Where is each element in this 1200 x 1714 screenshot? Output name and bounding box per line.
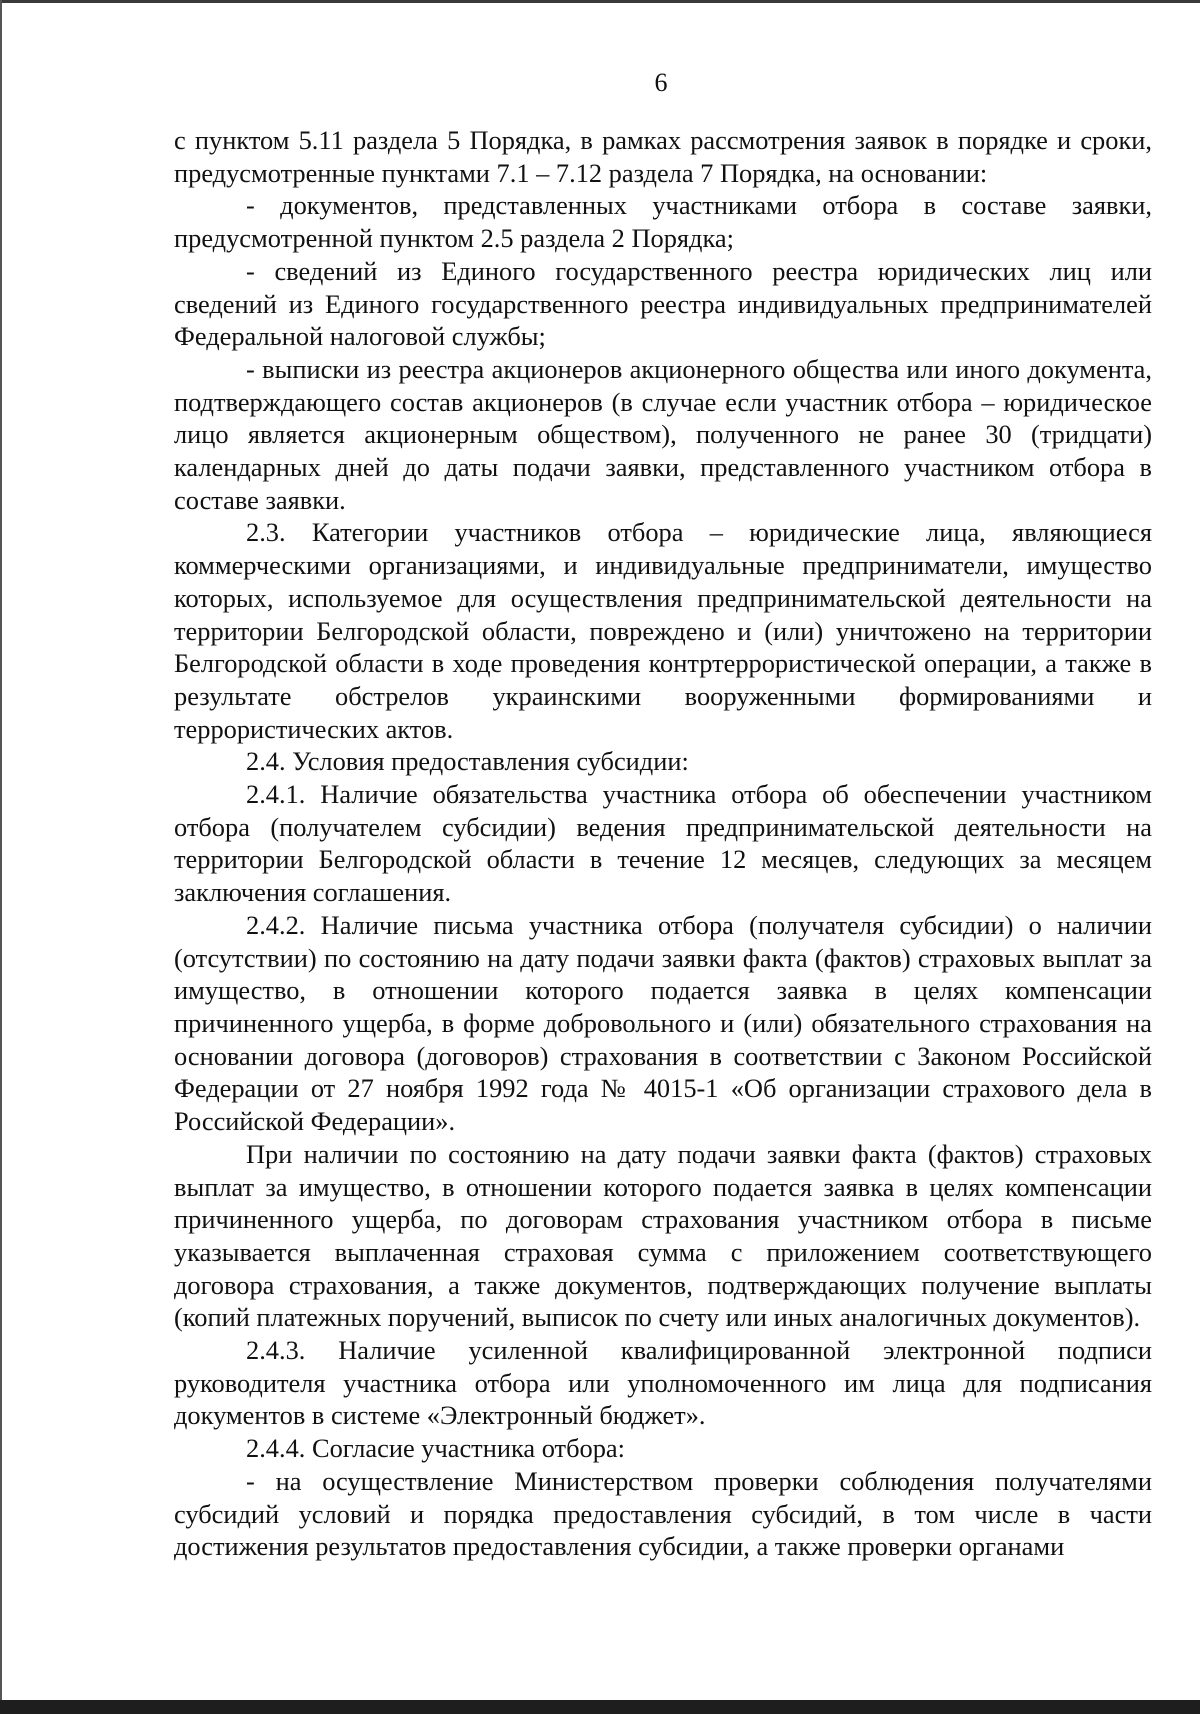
paragraph-2-4: 2.4. Условия предоставления субсидии:	[246, 746, 689, 777]
paragraph-shareholders-extract: - выписки из реестра акционеров акционерного общества или иного документа, подтверждающего состав акционеров (в случае если участник отбора – юридическое лицо является акционерным обществом), полученного не ранее 30 (тридцати) календарных дней до даты подачи заявки, представленного участником отбора в составе заявки.	[174, 353, 1152, 515]
paragraph-2-4-1: 2.4.1. Наличие обязательства участника отбора об обеспечении участником отбора (получателем субсидии) ведения предпринимательской деятельности на территории Белгородской области в течение 12 месяцев, следующих за месяцем заключения соглашения.	[174, 779, 1152, 908]
paragraph-2-4-4: 2.4.4. Согласие участника отбора:	[246, 1433, 625, 1464]
paragraph-2-4-3: 2.4.3. Наличие усиленной квалифицированной электронной подписи руководителя участника отбора или уполномоченного им лица для подписания документов в системе «Электронный бюджет».	[174, 1335, 1152, 1431]
page-number: 6	[654, 68, 668, 97]
paragraph-2-3: 2.3. Категории участников отбора – юридические лица, являющиеся коммерческими организациями, и индивидуальные предприниматели, имущество которых, используемое для осуществления предпринимательской деятельности на территории Белгородской области, повреждено и (или) уничтожено на территории Белгородской области в ходе проведения контртеррористической операции, а также в результате обстрелов украинскими вооруженными формированиями и террористических актов.	[174, 517, 1152, 744]
paragraph-insurance-payments: При наличии по состоянию на дату подачи заявки факта (фактов) страховых выплат за имущество, в отношении которого подается заявка в целях компенсации причиненного ущерба, по договорам страхования участником отбора в письме указывается выплаченная страховая сумма с приложением соответствующего договора страхования, а также документов, подтверждающих получение выплаты (копий платежных поручений, выписок по счету или иных аналогичных документов).	[174, 1138, 1152, 1333]
scan-edge-left	[0, 0, 2, 1714]
paragraph-continuation: с пунктом 5.11 раздела 5 Порядка, в рамках рассмотрения заявок в порядке и сроки, предусмотренные пунктами 7.1 – 7.12 раздела 7 Порядка, на основании:	[174, 125, 1152, 188]
scan-edge-bottom	[0, 1700, 1200, 1714]
document-body	[174, 124, 1152, 1563]
scan-edge-top	[0, 0, 1200, 3]
paragraph-registry-info: - сведений из Единого государственного реестра юридических лиц или сведений из Единого государственного реестра индивидуальных предпринимателей Федеральной налоговой службы;	[174, 255, 1152, 352]
paragraph-documents: - документов, представленных участниками отбора в составе заявки, предусмотренной пунктом 2.5 раздела 2 Порядка;	[174, 190, 1152, 254]
paragraph-consent-checks: - на осуществление Министерством проверки соблюдения получателями субсидий условий и порядка предоставления субсидий, в том числе в части достижения результатов предоставления субсидии, а также проверки органами	[174, 1465, 1152, 1562]
paragraph-2-4-2: 2.4.2. Наличие письма участника отбора (получателя субсидии) о наличии (отсутствии) по состоянию на дату подачи заявки факта (фактов) страховых выплат за имущество, в отношении которого подается заявка в целях компенсации причиненного ущерба, в форме добровольного и (или) обязательного страхования на основании договора (договоров) страхования в соответствии с Законом Российской Федерации от 27 ноября 1992 года № 4015-1 «Об организации страхового дела в Российской Федерации».	[174, 909, 1152, 1137]
